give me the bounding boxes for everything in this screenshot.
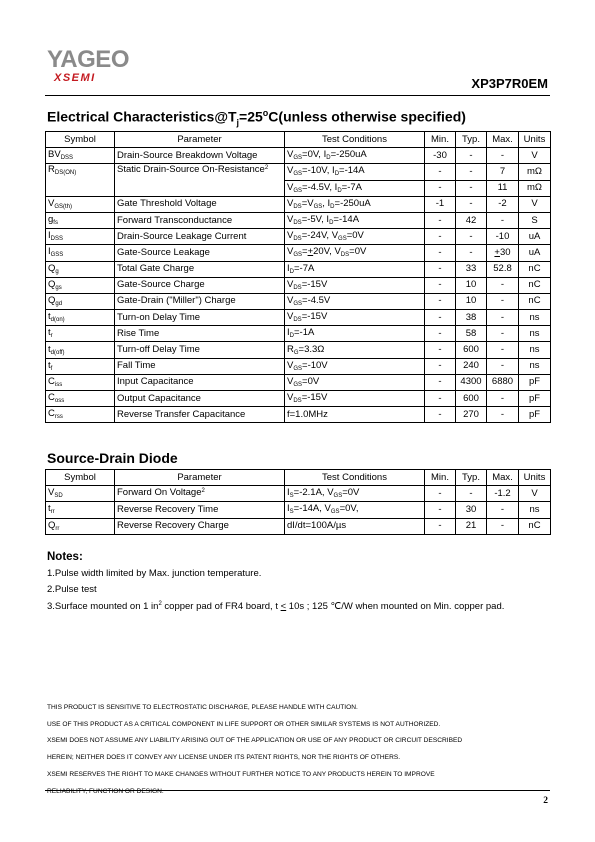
parameter-cell: Fall Time <box>115 358 285 374</box>
min-cell: - <box>425 486 456 502</box>
min-cell: - <box>425 261 456 277</box>
table-row <box>46 293 551 309</box>
min-cell: -1 <box>425 196 456 212</box>
min-cell: - <box>425 358 456 374</box>
condition-cell: $V_{GS}=-4.5V$, $I_D=-7A$ <box>285 180 425 196</box>
table-row <box>46 245 551 261</box>
symbol-cell: $Q_{gs}$ <box>46 277 115 293</box>
unit-cell: nC <box>519 293 551 309</box>
condition-cell: f=1.0MHz <box>285 407 425 423</box>
max-cell: - <box>487 391 519 407</box>
parameter-cell: Turn-off Delay Time <box>115 342 285 358</box>
source-drain-diode-title: Source-Drain Diode <box>47 450 178 466</box>
max-cell: - <box>487 310 519 326</box>
table-row <box>46 212 551 228</box>
table-row <box>46 486 551 502</box>
typ-cell: 58 <box>456 326 487 342</box>
legal-line: USE OF THIS PRODUCT AS A CRITICAL COMPONENT IN LIFE SUPPORT OR OTHER SIMILAR SYSTEMS IS NOT AUTHORIZED. <box>47 720 441 728</box>
max-cell: 11 <box>487 180 519 196</box>
symbol-cell: $t_{rr}$ <box>46 502 115 518</box>
unit-cell: uA <box>519 229 551 245</box>
symbol-cell: $t_r$ <box>46 326 115 342</box>
table-row <box>46 518 551 534</box>
parameter-cell: Static Drain-Source On-Resistance$^2$ <box>115 164 285 196</box>
parameter-cell: Turn-on Delay Time <box>115 310 285 326</box>
column-header: Typ. <box>456 470 487 486</box>
condition-cell: $I_D=-7A$ <box>285 261 425 277</box>
column-header: Symbol <box>46 132 115 148</box>
max-cell: - <box>487 502 519 518</box>
condition-cell: $V_{GS}=-4.5V$ <box>285 293 425 309</box>
condition-cell: $V_{GS}=+20V$, $V_{DS}=0V$ <box>285 245 425 261</box>
condition-cell: $R_G=3.3\Omega$ <box>285 342 425 358</box>
table-row <box>46 261 551 277</box>
legal-line: THIS PRODUCT IS SENSITIVE TO ELECTROSTATIC DISCHARGE, PLEASE HANDLE WITH CAUTION. <box>47 704 358 711</box>
table-row <box>46 310 551 326</box>
footer-divider <box>45 790 550 791</box>
typ-cell: 600 <box>456 391 487 407</box>
typ-cell: - <box>456 164 487 180</box>
typ-cell: 21 <box>456 518 487 534</box>
parameter-cell: Forward On Voltage$^2$ <box>115 486 285 502</box>
column-header: Min. <box>425 470 456 486</box>
parameter-cell: Reverse Recovery Charge <box>115 518 285 534</box>
symbol-cell: $t_{d(off)}$ <box>46 342 115 358</box>
table-header-row <box>46 470 551 486</box>
unit-cell: V <box>519 486 551 502</box>
table-row <box>46 196 551 212</box>
min-cell: - <box>425 342 456 358</box>
legal-line: XSEMI RESERVES THE RIGHT TO MAKE CHANGES WITHOUT FURTHER NOTICE TO ANY PRODUCTS HEREIN TO IMPROVE <box>47 770 435 778</box>
symbol-cell: $C_{rss}$ <box>46 407 115 423</box>
parameter-cell: Drain-Source Leakage Current <box>115 229 285 245</box>
typ-cell: 30 <box>456 502 487 518</box>
typ-cell: 10 <box>456 277 487 293</box>
symbol-cell: $I_{DSS}$ <box>46 229 115 245</box>
typ-cell: 4300 <box>456 374 487 390</box>
symbol-cell: $I_{GSS}$ <box>46 245 115 261</box>
table-row <box>46 164 551 180</box>
condition-cell: $V_{DS}=-5V$, $I_D=-14A$ <box>285 212 425 228</box>
parameter-cell: Reverse Transfer Capacitance <box>115 407 285 423</box>
table-row <box>46 277 551 293</box>
legal-disclaimer <box>47 700 552 800</box>
max-cell: -10 <box>487 229 519 245</box>
parameter-cell: Total Gate Charge <box>115 261 285 277</box>
symbol-cell: $V_{GS(th)}$ <box>46 196 115 212</box>
typ-cell: - <box>456 229 487 245</box>
logo-subbrand: XSEMI <box>54 72 96 84</box>
symbol-cell: $V_{SD}$ <box>46 486 115 502</box>
unit-cell: V <box>519 196 551 212</box>
column-header: Typ. <box>456 132 487 148</box>
min-cell: - <box>425 277 456 293</box>
column-header: Test Conditions <box>285 470 425 486</box>
max-cell: - <box>487 293 519 309</box>
unit-cell: nC <box>519 518 551 534</box>
source-drain-diode-table <box>45 469 551 535</box>
min-cell: - <box>425 326 456 342</box>
column-header: Max. <box>487 470 519 486</box>
parameter-cell: Forward Transconductance <box>115 212 285 228</box>
min-cell: - <box>425 310 456 326</box>
condition-cell: $V_{DS}=V_{GS}$, $I_D=-250uA$ <box>285 196 425 212</box>
unit-cell: V <box>519 148 551 164</box>
max-cell: - <box>487 148 519 164</box>
max-cell: 7 <box>487 164 519 180</box>
symbol-cell: $Q_g$ <box>46 261 115 277</box>
max-cell: - <box>487 518 519 534</box>
min-cell: - <box>425 293 456 309</box>
condition-cell: $V_{GS}=-10V$, $I_D=-14A$ <box>285 164 425 180</box>
note-3: 3.Surface mounted on 1 $in^2$ copper pad of FR4 board, t < 10s ; 125 ℃/W when mounted on Min. copper pad. <box>47 600 505 612</box>
note-1: 1.Pulse width limited by Max. junction temperature. <box>47 567 262 579</box>
logo-wordmark: YAGEO <box>47 46 129 73</box>
unit-cell: pF <box>519 407 551 423</box>
electrical-characteristics-table <box>45 131 551 423</box>
parameter-cell: Rise Time <box>115 326 285 342</box>
condition-cell: $V_{DS}=-15V$ <box>285 391 425 407</box>
parameter-cell: Gate Threshold Voltage <box>115 196 285 212</box>
typ-cell: 270 <box>456 407 487 423</box>
condition-cell: dI/dt=100A/µs <box>285 518 425 534</box>
unit-cell: ns <box>519 342 551 358</box>
typ-cell: 240 <box>456 358 487 374</box>
typ-cell: - <box>456 486 487 502</box>
part-number: XP3P7R0EM <box>471 76 548 91</box>
min-cell: - <box>425 229 456 245</box>
min-cell: - <box>425 518 456 534</box>
max-cell: - <box>487 326 519 342</box>
legal-line: RELIABILITY, FUNCTION OR DESIGN. <box>47 787 164 795</box>
condition-cell: $V_{DS}=-15V$ <box>285 310 425 326</box>
table-row <box>46 342 551 358</box>
column-header: Min. <box>425 132 456 148</box>
condition-cell: $I_D=-1A$ <box>285 326 425 342</box>
condition-cell: $V_{GS}=-10V$ <box>285 358 425 374</box>
typ-cell: 33 <box>456 261 487 277</box>
table-row <box>46 374 551 390</box>
min-cell: - <box>425 212 456 228</box>
condition-cell: $I_S=-14A$, $V_{GS}=0V$, <box>285 502 425 518</box>
min-cell: - <box>425 391 456 407</box>
parameter-cell: Output Capacitance <box>115 391 285 407</box>
notes-title: Notes: <box>47 551 83 563</box>
table-row <box>46 358 551 374</box>
yageo-logo <box>47 48 129 84</box>
min-cell: - <box>425 245 456 261</box>
max-cell: 6880 <box>487 374 519 390</box>
table-header-row <box>46 132 551 148</box>
typ-cell: 38 <box>456 310 487 326</box>
column-header: Units <box>519 470 551 486</box>
condition-cell: $V_{GS}=0V$ <box>285 374 425 390</box>
unit-cell: mΩ <box>519 180 551 196</box>
symbol-cell: $C_{iss}$ <box>46 374 115 390</box>
max-cell: -2 <box>487 196 519 212</box>
column-header: Parameter <box>115 470 285 486</box>
condition-cell: $V_{DS}=-15V$ <box>285 277 425 293</box>
symbol-cell: $Q_{gd}$ <box>46 293 115 309</box>
symbol-cell: $g_{fs}$ <box>46 212 115 228</box>
max-cell: - <box>487 358 519 374</box>
symbol-cell: $BV_{DSS}$ <box>46 148 115 164</box>
page-number: 2 <box>543 796 548 806</box>
max-cell: - <box>487 342 519 358</box>
parameter-cell: Gate-Source Charge <box>115 277 285 293</box>
min-cell: - <box>425 164 456 180</box>
table-row <box>46 326 551 342</box>
note-2: 2.Pulse test <box>47 584 97 595</box>
max-cell: -1.2 <box>487 486 519 502</box>
unit-cell: mΩ <box>519 164 551 180</box>
max-cell: - <box>487 212 519 228</box>
min-cell: - <box>425 407 456 423</box>
unit-cell: uA <box>519 245 551 261</box>
unit-cell: pF <box>519 391 551 407</box>
legal-line: XSEMI DOES NOT ASSUME ANY LIABILITY ARISING OUT OF THE APPLICATION OR USE OF ANY PRODUCT OR CIRCUIT DESCRIBED <box>47 737 463 745</box>
condition-cell: $I_S=-2.1A$, $V_{GS}=0V$ <box>285 486 425 502</box>
typ-cell: - <box>456 148 487 164</box>
max-cell: - <box>487 277 519 293</box>
typ-cell: 10 <box>456 293 487 309</box>
symbol-cell: $R_{DS(ON)}$ <box>46 164 115 196</box>
min-cell: -30 <box>425 148 456 164</box>
unit-cell: ns <box>519 358 551 374</box>
parameter-cell: Drain-Source Breakdown Voltage <box>115 148 285 164</box>
symbol-cell: $t_{d(on)}$ <box>46 310 115 326</box>
unit-cell: S <box>519 212 551 228</box>
typ-cell: - <box>456 196 487 212</box>
unit-cell: ns <box>519 310 551 326</box>
min-cell: - <box>425 374 456 390</box>
max-cell: +30 <box>487 245 519 261</box>
unit-cell: pF <box>519 374 551 390</box>
column-header: Symbol <box>46 470 115 486</box>
symbol-cell: $Q_{rr}$ <box>46 518 115 534</box>
electrical-characteristics-title: Electrical $Characteristics@T_j=25^oC(unless$ otherwise specified) <box>47 108 466 128</box>
table-row <box>46 148 551 164</box>
unit-cell: nC <box>519 261 551 277</box>
table-row <box>46 229 551 245</box>
parameter-cell: Reverse Recovery Time <box>115 502 285 518</box>
parameter-cell: Gate-Drain ("Miller") Charge <box>115 293 285 309</box>
max-cell: - <box>487 407 519 423</box>
column-header: Max. <box>487 132 519 148</box>
symbol-cell: $C_{oss}$ <box>46 391 115 407</box>
table-row <box>46 502 551 518</box>
condition-cell: $V_{GS}=0V$, $I_D=-250uA$ <box>285 148 425 164</box>
unit-cell: ns <box>519 502 551 518</box>
typ-cell: - <box>456 180 487 196</box>
max-cell: 52.8 <box>487 261 519 277</box>
parameter-cell: Gate-Source Leakage <box>115 245 285 261</box>
notes-section <box>47 551 504 617</box>
header-divider <box>45 95 550 96</box>
condition-cell: $V_{DS}=-24V$, $V_{GS}=0V$ <box>285 229 425 245</box>
unit-cell: nC <box>519 277 551 293</box>
column-header: Parameter <box>115 132 285 148</box>
column-header: Units <box>519 132 551 148</box>
legal-line: HEREIN; NEITHER DOES IT CONVEY ANY LICENSE UNDER ITS PATENT RIGHTS, NOR THE RIGHTS OF OTHERS. <box>47 754 401 762</box>
min-cell: - <box>425 502 456 518</box>
typ-cell: 600 <box>456 342 487 358</box>
typ-cell: - <box>456 245 487 261</box>
table-row <box>46 407 551 423</box>
min-cell: - <box>425 180 456 196</box>
table-row <box>46 391 551 407</box>
unit-cell: ns <box>519 326 551 342</box>
typ-cell: 42 <box>456 212 487 228</box>
symbol-cell: $t_f$ <box>46 358 115 374</box>
column-header: Test Conditions <box>285 132 425 148</box>
parameter-cell: Input Capacitance <box>115 374 285 390</box>
